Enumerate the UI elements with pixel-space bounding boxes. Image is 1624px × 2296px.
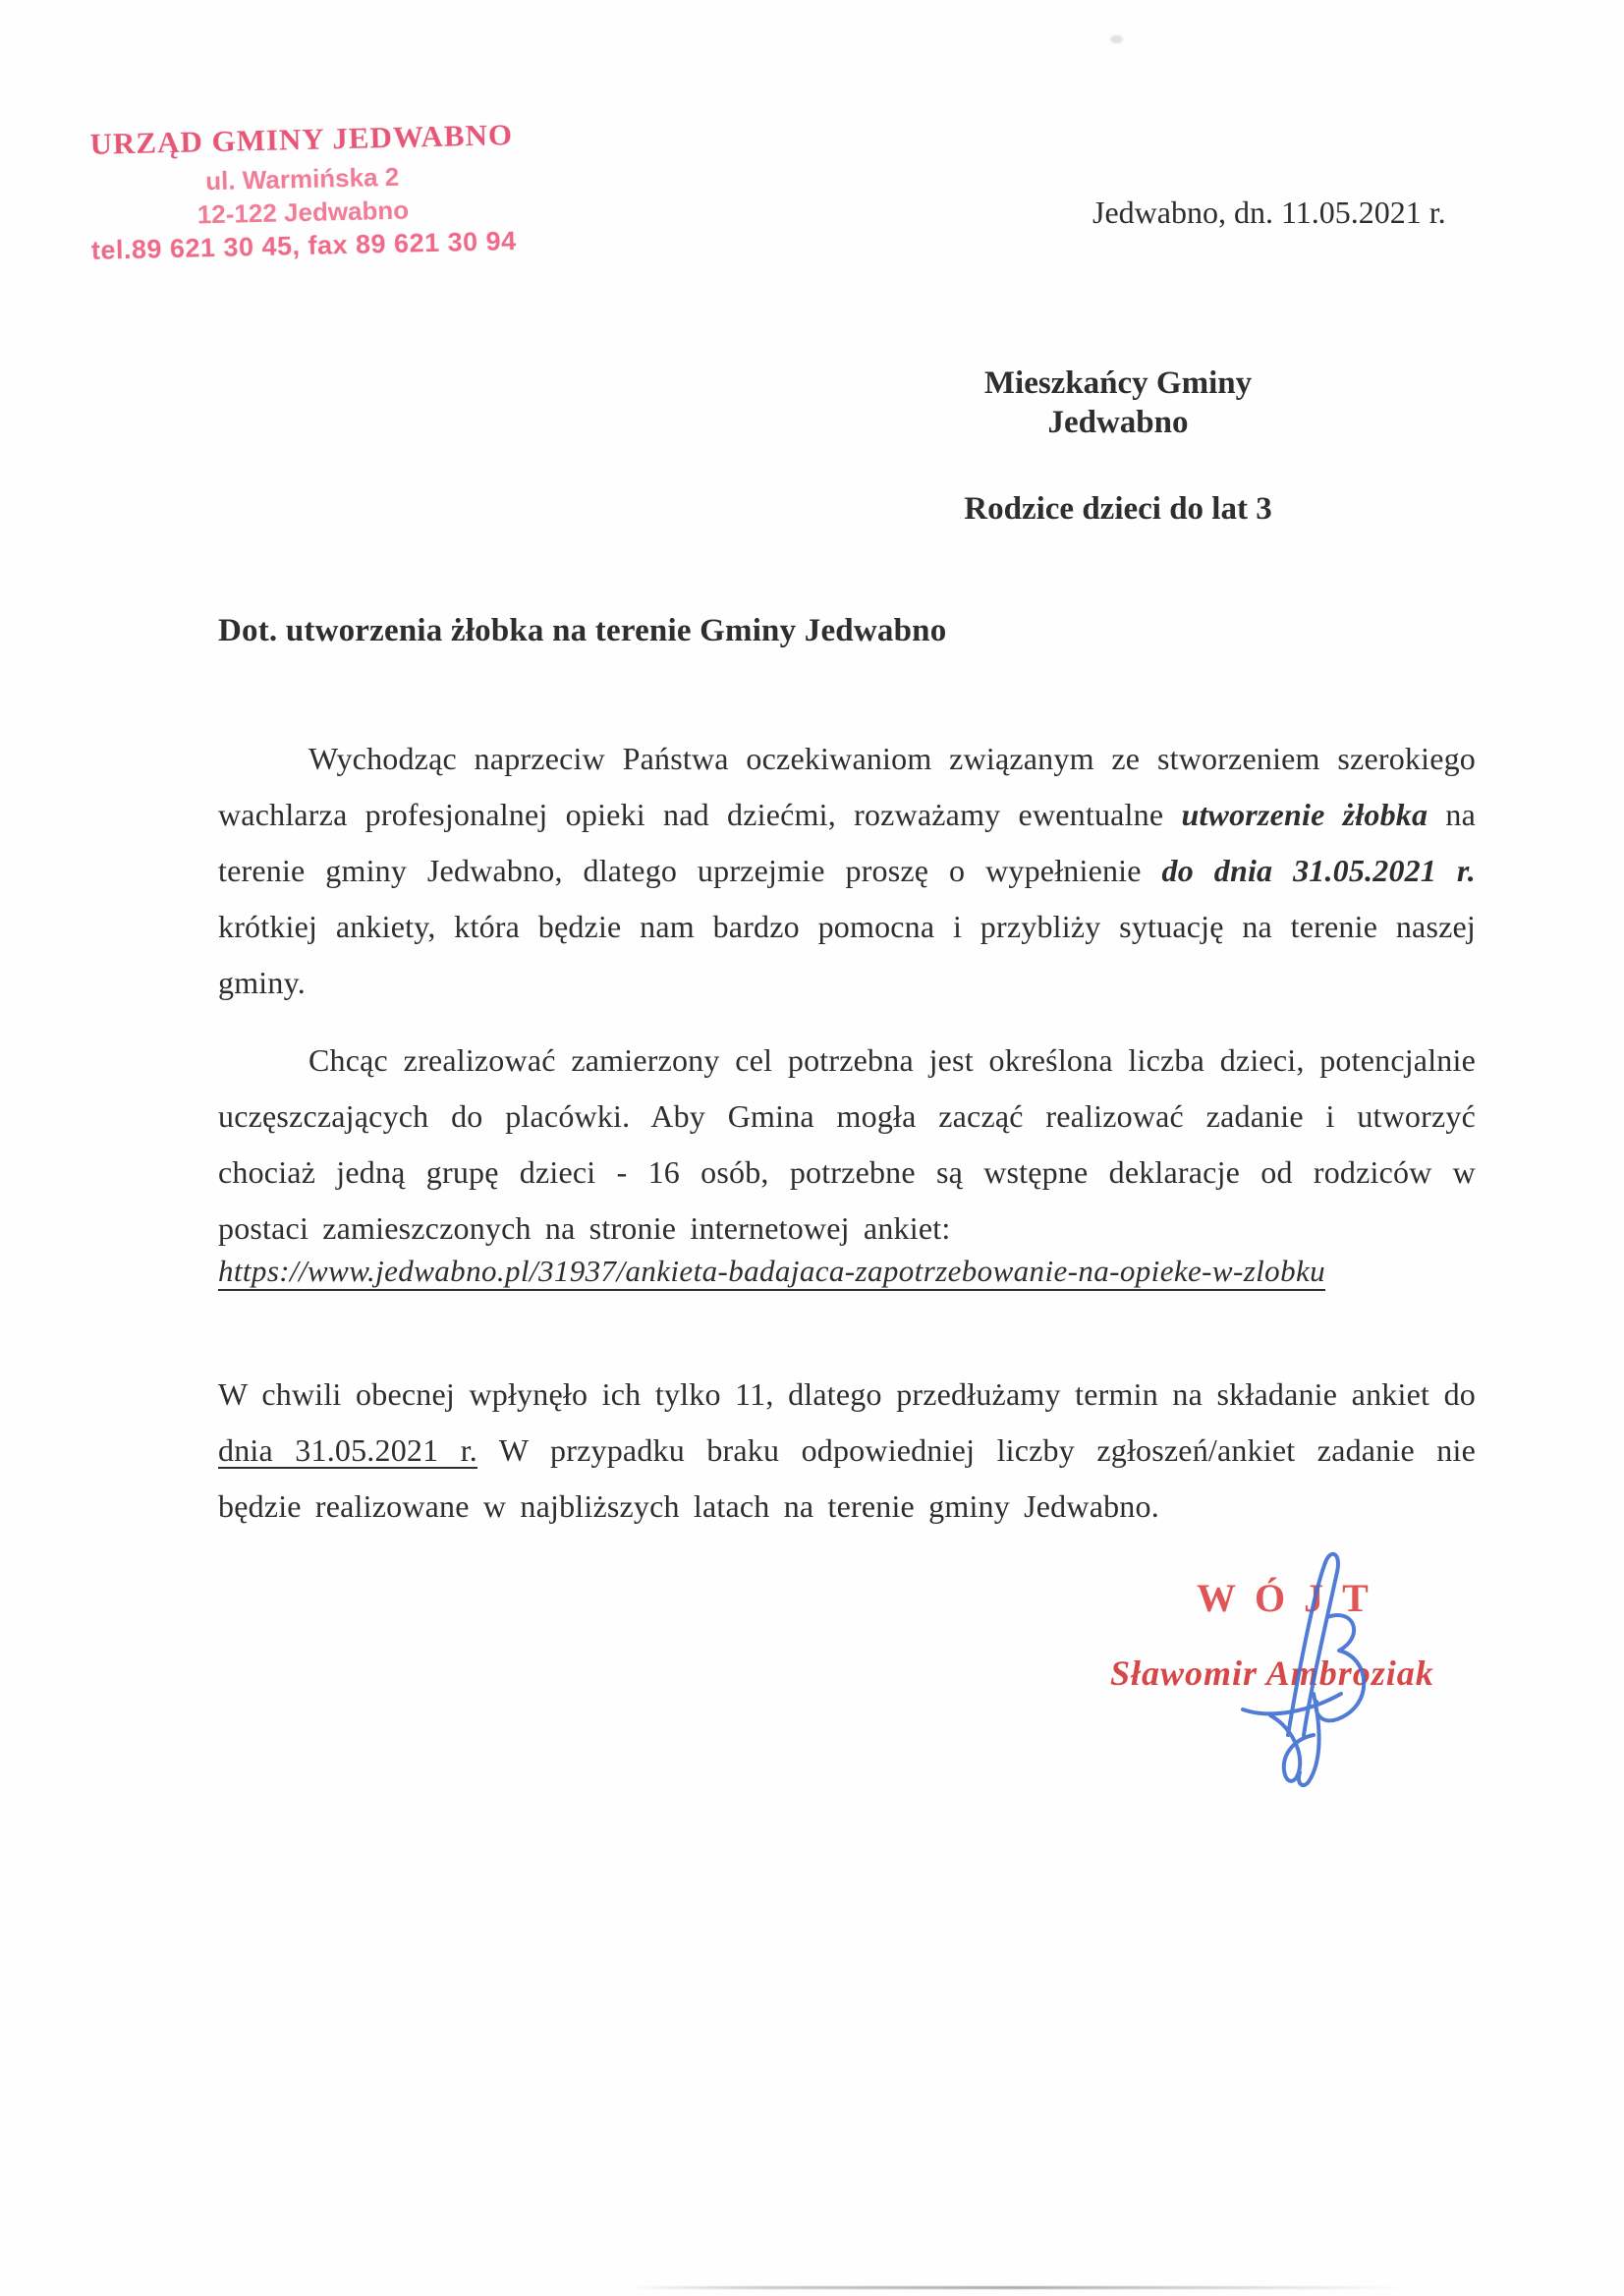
paragraph-1-emphasis-2: do dnia 31.05.2021 r. <box>1161 853 1476 888</box>
paragraph-3 <box>218 1367 1476 1535</box>
stamp-office-name: URZĄD GMINY JEDWABNO <box>89 117 514 161</box>
survey-link-line <box>218 1254 1476 1289</box>
paragraph-1-text-1: Wychodząc naprzeciw Państwa oczekiwaniom związanym ze stworzeniem szerokiego wachlarza profesjonalnej opieki nad dziećmi, rozważamy ewentualne <box>218 741 1476 832</box>
paragraph-2: Chcąc zrealizować zamierzony cel potrzebna jest określona liczba dzieci, potencjalnie uczęszczających do placówki. Aby Gmina mogła zacząć realizować zadanie i utworzyć chociaż jedną grupę dzieci - 16 osób, potrzebne są wstępne deklaracje od rodziców w postaci zamieszczonych na stronie internetowej ankiet: <box>218 1042 1476 1246</box>
survey-link[interactable]: https://www.jedwabno.pl/31937/ankieta-badajaca-zapotrzebowanie-na-opieke-w-zlobku <box>218 1254 1326 1288</box>
paragraph-1-text-3: krótkiej ankiety, która będzie nam bardzo pomocna i przybliży sytuację na terenie naszej gminy. <box>218 909 1476 1000</box>
stamp-city: 12-122 Jedwabno <box>196 195 410 230</box>
paragraph-1-emphasis-1: utworzenie żłobka <box>1181 797 1428 832</box>
recipient-line-2: Rodzice dzieci do lat 3 <box>964 491 1272 527</box>
paragraph-1 <box>218 731 1476 1011</box>
recipient-line-1: Mieszkańcy Gminy Jedwabno <box>983 365 1253 440</box>
subject-line: Dot. utworzenia żłobka na terenie Gminy Jedwabno <box>218 613 947 648</box>
signature-title: WÓJT <box>1197 1576 1387 1620</box>
date-line: Jedwabno, dn. 11.05.2021 r. <box>1092 195 1446 230</box>
paragraph-3-underlined-date: dnia 31.05.2021 r. <box>218 1432 477 1468</box>
paragraph-3-text-2: W przypadku braku odpowiedniej liczby zgłoszeń/ankiet zadanie nie będzie realizowane w najbliższych latach na terenie gminy Jedwabno. <box>218 1432 1476 1524</box>
scan-artifact-speck <box>1110 35 1123 43</box>
paragraph-1-text-2: na terenie gminy Jedwabno, dlatego uprzejmie proszę o wypełnienie <box>218 797 1477 888</box>
stamp-street: ul. Warmińska 2 <box>204 161 400 196</box>
office-stamp <box>86 117 518 266</box>
stamp-phone-fax: tel.89 621 30 45, fax 89 621 30 94 <box>90 226 517 265</box>
paragraph-3-text-1: W chwili obecnej wpłynęło ich tylko 11, dlatego przedłużamy termin na składanie ankiet do <box>218 1376 1476 1412</box>
signature-name: Sławomir Ambroziak <box>1110 1653 1434 1693</box>
scan-artifact-bottom-edge <box>629 2286 1405 2289</box>
handwritten-signature <box>1231 1546 1388 1792</box>
recipients-block <box>929 364 1307 529</box>
